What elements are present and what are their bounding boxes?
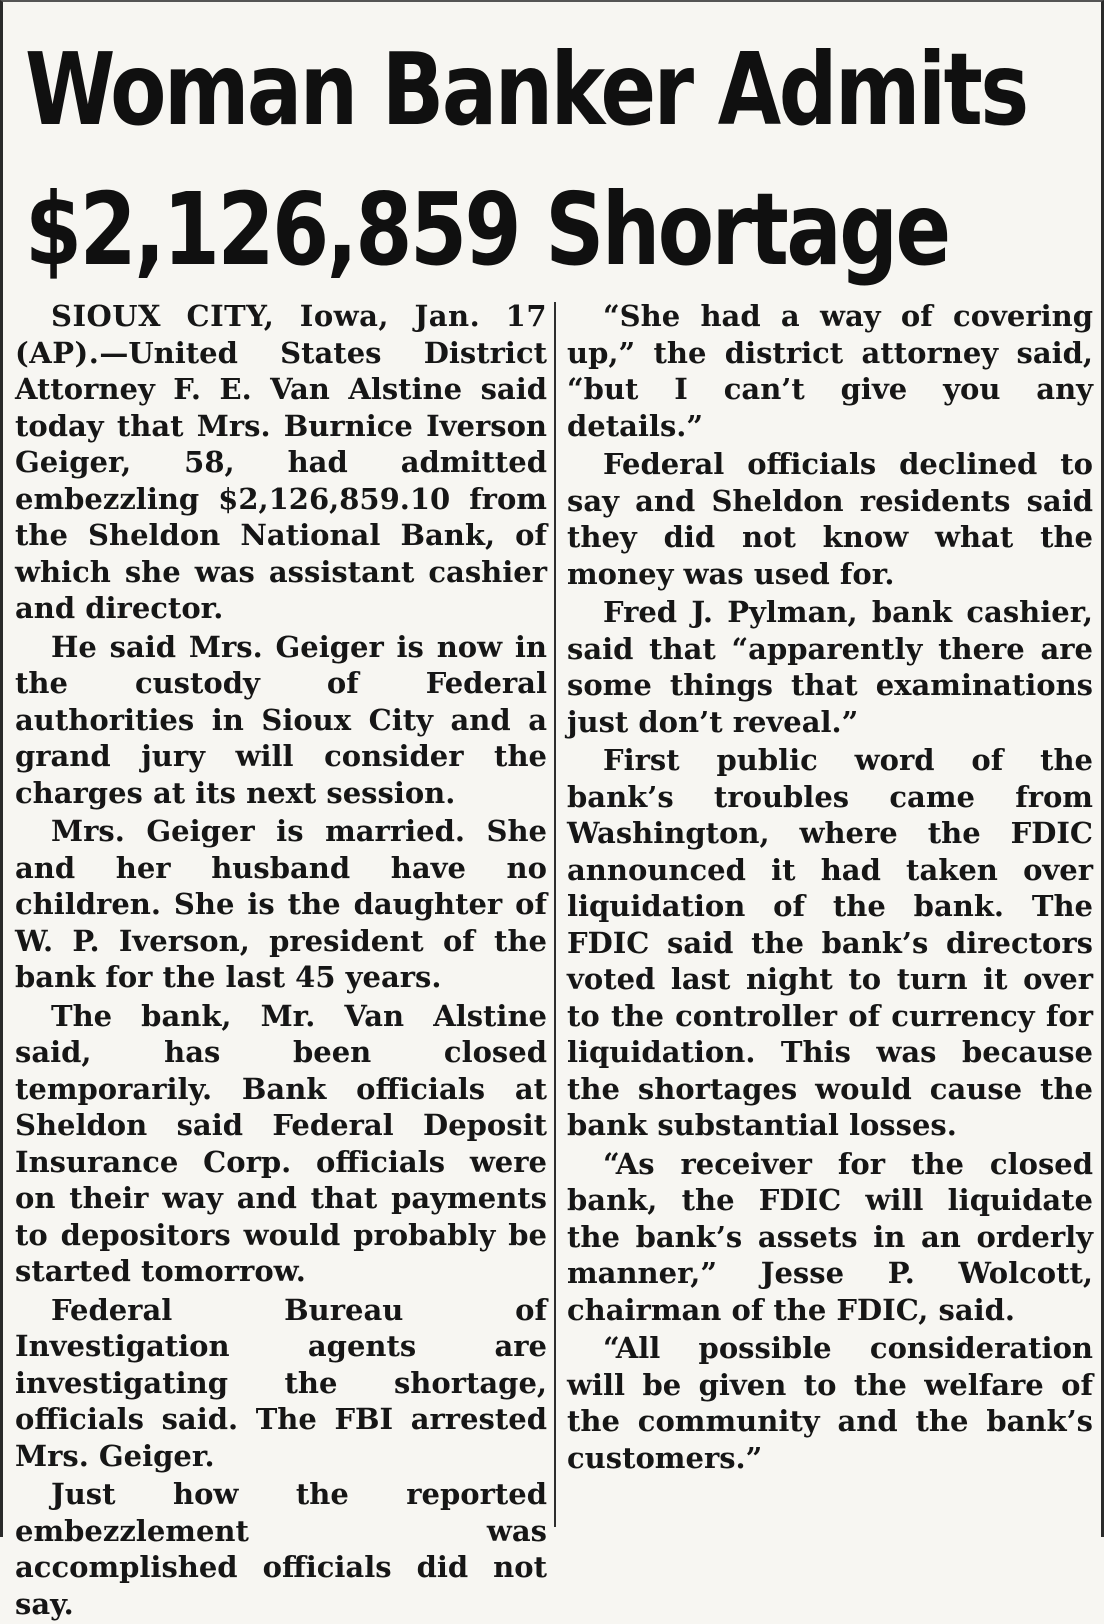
headline — [25, 20, 1027, 300]
paragraph: Mrs. Geiger is married. She and her husband have no children. She is the daughter of W. P. Iverson, president of the bank for the last 45 years. — [15, 814, 547, 994]
paragraph: Just how the reported embezzlement was accomplished officials did not say. — [15, 1477, 547, 1621]
paragraph: Fred J. Pylman, bank cashier, said that “apparently there are some things that examinations just don’t reveal.” — [567, 595, 1093, 739]
paragraph-body: —United States District Attorney F. E. Van Alstine said today that Mrs. Burnice Iverson Geiger, 58, had admitted embezzling $2,126,859.10 from the Sheldon National Bank, of which she was assistant cashier and director. — [15, 335, 547, 625]
paragraph: First public word of the bank’s troubles came from Washington, where the FDIC announced it had taken over liquidation of the bank. The FDIC said the bank’s directors voted last night to turn it over to the controller of currency for liquidation. This was because the shortages would cause the bank substantial losses. — [567, 743, 1093, 1142]
paragraph: “As receiver for the closed bank, the FDIC will liquidate the bank’s assets in an orderly manner,” Jesse P. Wolcott, chairman of the FDIC, said. — [567, 1146, 1093, 1327]
right-column — [567, 298, 1093, 1478]
paragraph: Federal officials declined to say and Sheldon residents said they did not know what the money was used for. — [567, 447, 1093, 591]
left-column — [15, 298, 547, 1624]
paragraph: “All possible consideration will be given to the welfare of the community and the bank’s customers.” — [567, 1331, 1093, 1475]
headline-line-2: $2,126,859 Shortage — [25, 171, 949, 288]
paragraph: He said Mrs. Geiger is now in the custody of Federal authorities in Sioux City and a grand jury will consider the charges at its next session. — [15, 629, 547, 810]
dateline: SIOUX CITY, Iowa, Jan. 17 (AP). — [15, 299, 547, 370]
column-divider — [554, 302, 556, 1527]
headline-line-1: Woman Banker Admits — [25, 31, 1027, 148]
paragraph: Federal Bureau of Investigation agents are investigating the shortage, officials said. The FBI arrested Mrs. Geiger. — [15, 1292, 547, 1473]
paragraph — [15, 298, 547, 627]
paragraph: “She had a way of covering up,” the district attorney said, “but I can’t give you any details.” — [567, 299, 1093, 443]
paragraph: The bank, Mr. Van Alstine said, has been closed temporarily. Bank officials at Sheldon said Federal Deposit Insurance Corp. officials were on their way and that payments to depositors would probably be started tomorrow. — [15, 998, 547, 1288]
